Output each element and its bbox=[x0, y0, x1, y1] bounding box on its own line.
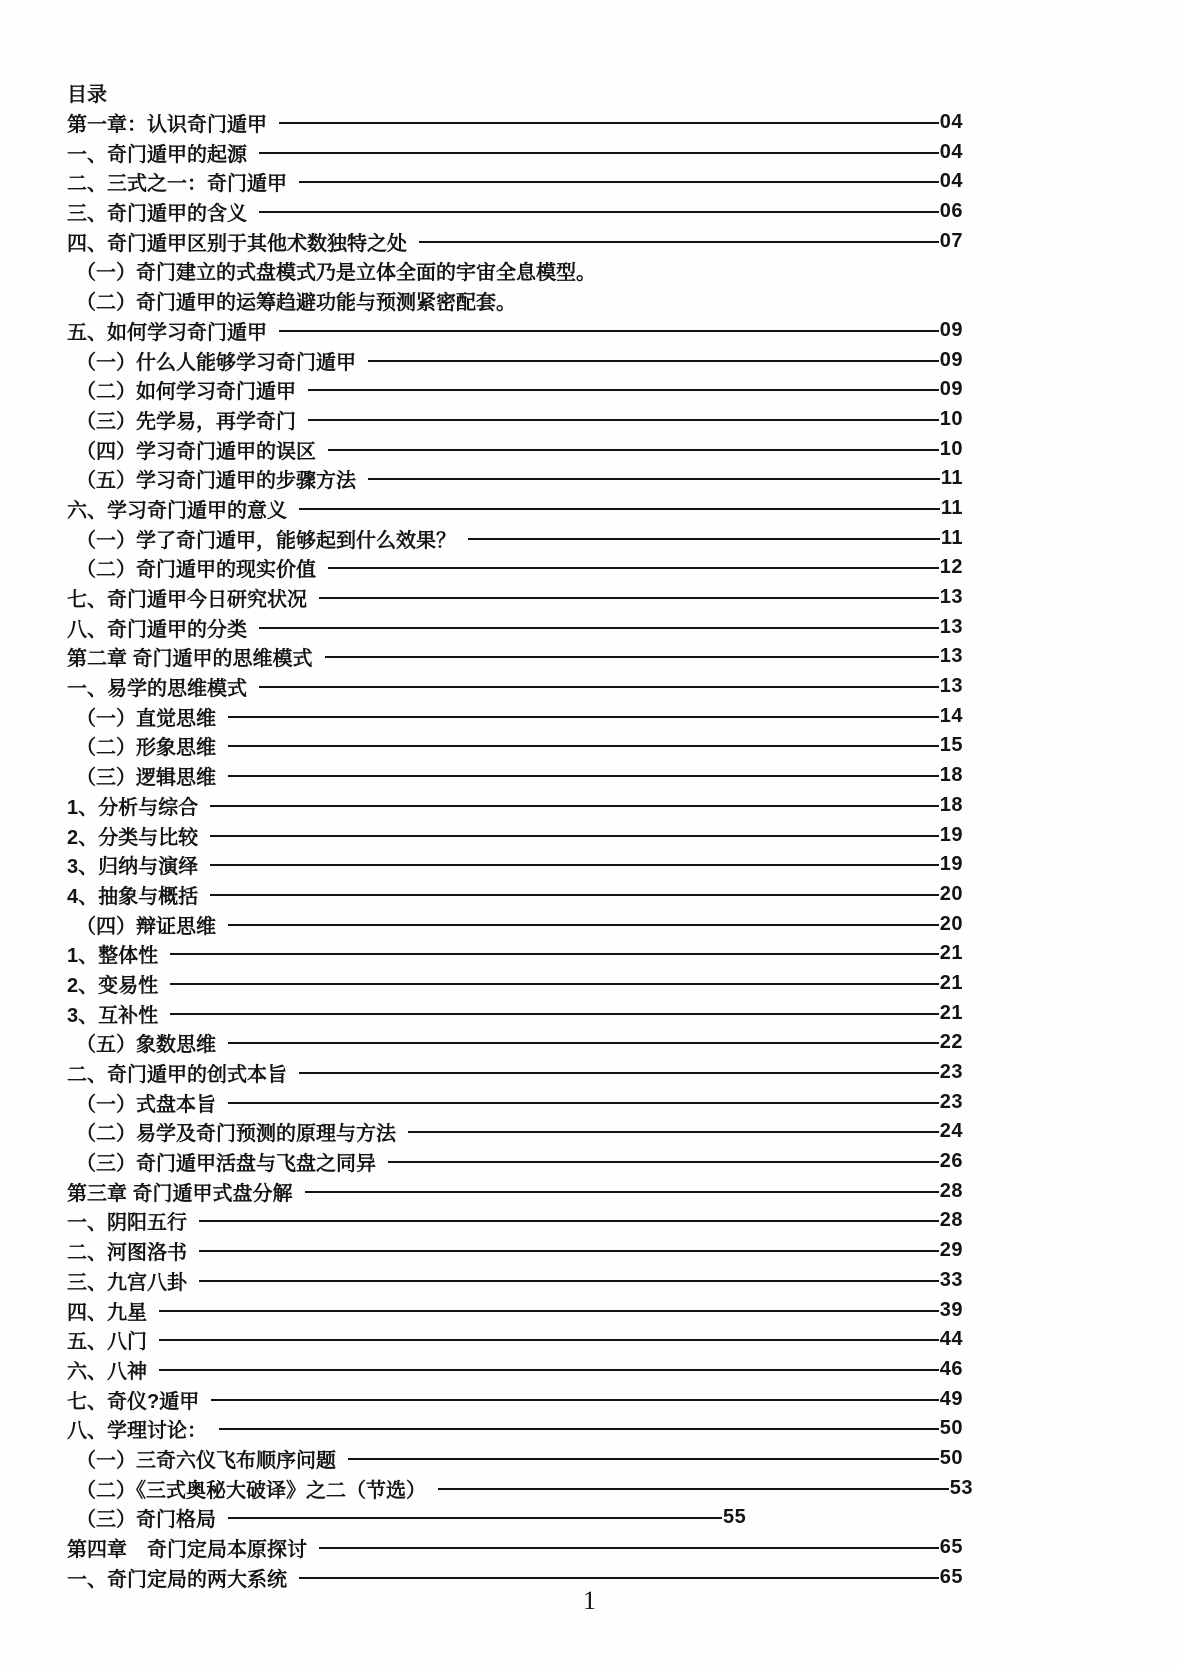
toc-entry-label: （五）象数思维 bbox=[76, 1034, 216, 1057]
leader-line bbox=[210, 835, 939, 837]
toc-entry-label: （二）奇门遁甲的现实价值 bbox=[76, 559, 316, 582]
toc-entry-label: 一、易学的思维模式 bbox=[67, 678, 247, 701]
toc-entry bbox=[67, 1414, 963, 1444]
toc-entry-page: 09 bbox=[939, 378, 963, 401]
toc-entry-page: 53 bbox=[949, 1476, 973, 1499]
toc-entry-page: 29 bbox=[939, 1239, 963, 1262]
toc-entry bbox=[67, 523, 963, 553]
toc-entry bbox=[67, 434, 963, 464]
toc-entry bbox=[67, 672, 963, 702]
toc-entry bbox=[67, 1147, 963, 1177]
toc-entry bbox=[67, 880, 963, 910]
leader-line bbox=[299, 1577, 939, 1579]
toc-entry bbox=[67, 909, 963, 939]
leader-line bbox=[388, 1161, 939, 1163]
toc-entry-page: 13 bbox=[939, 615, 963, 638]
toc-entry bbox=[67, 939, 963, 969]
leader-line bbox=[328, 567, 939, 569]
toc-entry-label: （一）直觉思维 bbox=[76, 707, 216, 730]
toc-entry bbox=[67, 612, 963, 642]
toc-entry bbox=[67, 256, 963, 286]
toc-entry bbox=[67, 1176, 963, 1206]
leader-line bbox=[228, 1042, 939, 1044]
toc-entry bbox=[67, 820, 963, 850]
toc-entry-label: 2、分类与比较 bbox=[67, 826, 199, 849]
toc-entry bbox=[67, 969, 963, 999]
leader-line bbox=[170, 983, 939, 985]
leader-line bbox=[348, 1458, 939, 1460]
toc-entry-label: （三）逻辑思维 bbox=[76, 767, 216, 790]
toc-entry-page: 46 bbox=[939, 1357, 963, 1380]
toc-entry-page: 39 bbox=[939, 1298, 963, 1321]
leader-line bbox=[259, 686, 939, 688]
leader-line bbox=[228, 775, 939, 777]
toc-entry-page: 44 bbox=[939, 1328, 963, 1351]
leader-line bbox=[299, 1072, 939, 1074]
toc-entry-label: （四）学习奇门遁甲的误区 bbox=[76, 440, 316, 463]
toc-entry-page: 22 bbox=[939, 1031, 963, 1054]
toc-entry bbox=[67, 197, 963, 227]
leader-line bbox=[328, 449, 939, 451]
toc-entry-page: 20 bbox=[939, 882, 963, 905]
leader-line bbox=[228, 716, 939, 718]
leader-line bbox=[210, 864, 939, 866]
toc-entry-label: 4、抽象与概括 bbox=[67, 885, 199, 908]
leader-line bbox=[199, 1250, 939, 1252]
toc-entry-label: 三、九宫八卦 bbox=[67, 1271, 187, 1294]
toc-entry-label: （二）《三式奥秘大破译》之二（节选） bbox=[76, 1479, 426, 1502]
toc-entry-label: 一、阴阳五行 bbox=[67, 1212, 187, 1235]
toc-entry bbox=[67, 1384, 963, 1414]
toc-entry bbox=[67, 1444, 963, 1474]
leader-line bbox=[319, 597, 939, 599]
leader-line bbox=[259, 152, 939, 154]
toc-entry-page: 06 bbox=[939, 200, 963, 223]
toc-entry-label: 五、如何学习奇门遁甲 bbox=[67, 321, 267, 344]
toc-entry bbox=[67, 1117, 963, 1147]
toc-entry-page: 23 bbox=[939, 1090, 963, 1113]
leader-line bbox=[368, 360, 939, 362]
toc-entry-label: （二）奇门遁甲的运筹趋避功能与预测紧密配套。 bbox=[76, 292, 516, 315]
toc-entry-page: 23 bbox=[939, 1061, 963, 1084]
toc-entry bbox=[67, 791, 963, 821]
toc-entry-page: 04 bbox=[939, 140, 963, 163]
toc-entry-page: 28 bbox=[939, 1209, 963, 1232]
toc-entry-page: 07 bbox=[939, 229, 963, 252]
toc-entry bbox=[67, 345, 963, 375]
toc-entry bbox=[67, 761, 963, 791]
toc-entry-page: 14 bbox=[939, 704, 963, 727]
toc-entry-page: 09 bbox=[939, 318, 963, 341]
toc-entry-label: 二、三式之一：奇门遁甲 bbox=[67, 173, 287, 196]
page-footer bbox=[0, 1586, 1179, 1616]
toc-entry-label: （三）奇门遁甲活盘与飞盘之同异 bbox=[76, 1153, 376, 1176]
toc-entry bbox=[67, 1503, 963, 1533]
toc-entry bbox=[67, 1206, 963, 1236]
toc-entry-label: （四）辩证思维 bbox=[76, 915, 216, 938]
toc-entry bbox=[67, 998, 963, 1028]
toc-entry-label: （一）什么人能够学习奇门遁甲 bbox=[76, 351, 356, 374]
leader-line bbox=[305, 1191, 939, 1193]
toc-entry bbox=[67, 137, 963, 167]
leader-line bbox=[228, 1517, 722, 1519]
toc-entry-label: 五、八门 bbox=[67, 1331, 147, 1354]
leader-line bbox=[170, 1013, 939, 1015]
toc-entry bbox=[67, 1266, 963, 1296]
leader-line bbox=[408, 1131, 939, 1133]
leader-line bbox=[170, 953, 939, 955]
toc-entry-label: 1、分析与综合 bbox=[67, 796, 199, 819]
toc-entry-label: 3、归纳与演绎 bbox=[67, 856, 199, 879]
toc-entry-label: （二）如何学习奇门遁甲 bbox=[76, 381, 296, 404]
toc-entry-label: 第四章 奇门定局本原探讨 bbox=[67, 1539, 307, 1562]
toc-entry-page: 13 bbox=[939, 675, 963, 698]
leader-line bbox=[279, 122, 939, 124]
toc-entry-label: 二、奇门遁甲的创式本旨 bbox=[67, 1064, 287, 1087]
toc-entry bbox=[67, 78, 963, 108]
toc-entry-page: 50 bbox=[939, 1446, 963, 1469]
toc-entry-label: 八、奇门遁甲的分类 bbox=[67, 618, 247, 641]
toc-entry bbox=[67, 494, 963, 524]
leader-line bbox=[199, 1220, 939, 1222]
toc-entry bbox=[67, 731, 963, 761]
toc-entry-label: 八、学理讨论： bbox=[67, 1420, 207, 1443]
toc-entry-label: 六、八神 bbox=[67, 1360, 147, 1383]
toc-entry-page: 10 bbox=[939, 437, 963, 460]
toc-entry-page: 04 bbox=[939, 111, 963, 134]
leader-line bbox=[199, 1280, 939, 1282]
leader-line bbox=[368, 478, 940, 480]
leader-line bbox=[159, 1310, 939, 1312]
toc-entry-page: 19 bbox=[939, 823, 963, 846]
leader-line bbox=[228, 745, 939, 747]
leader-line bbox=[259, 211, 939, 213]
toc-entry bbox=[67, 286, 963, 316]
toc-entry bbox=[67, 1533, 963, 1563]
toc-entry-page: 20 bbox=[939, 912, 963, 935]
toc-entry-label: 六、学习奇门遁甲的意义 bbox=[67, 499, 287, 522]
toc-entry bbox=[67, 553, 963, 583]
leader-line bbox=[259, 627, 939, 629]
toc-entry-label: 一、奇门遁甲的起源 bbox=[67, 143, 247, 166]
toc-entry-page: 12 bbox=[939, 556, 963, 579]
leader-line bbox=[308, 389, 939, 391]
toc-entry bbox=[67, 583, 963, 613]
toc-entry bbox=[67, 642, 963, 672]
toc-entry-page: 55 bbox=[723, 1506, 747, 1529]
toc-entry-label: 第三章 奇门遁甲式盘分解 bbox=[67, 1182, 293, 1205]
toc-entry bbox=[67, 375, 963, 405]
toc-entry-label: 目录 bbox=[67, 84, 107, 107]
toc-entry-label: （一）学了奇门遁甲，能够起到什么效果？ bbox=[76, 529, 456, 552]
toc-entry bbox=[67, 405, 963, 435]
leader-line bbox=[210, 805, 939, 807]
toc-entry-page: 04 bbox=[939, 170, 963, 193]
toc-entry-label: （二）形象思维 bbox=[76, 737, 216, 760]
leader-line bbox=[159, 1339, 939, 1341]
toc-entry-page: 49 bbox=[939, 1387, 963, 1410]
leader-line bbox=[228, 1102, 939, 1104]
toc-entry-page: 28 bbox=[939, 1179, 963, 1202]
toc-entry bbox=[67, 1325, 963, 1355]
toc-entry bbox=[67, 1295, 963, 1325]
toc-entry bbox=[67, 850, 963, 880]
leader-line bbox=[279, 330, 939, 332]
toc-entry-page: 10 bbox=[939, 407, 963, 430]
toc-entry-label: 3、互补性 bbox=[67, 1004, 159, 1027]
toc-entry-page: 65 bbox=[939, 1536, 963, 1559]
leader-line bbox=[325, 656, 939, 658]
toc-entry-label: 一、奇门定局的两大系统 bbox=[67, 1568, 287, 1591]
toc-entry-label: 二、河图洛书 bbox=[67, 1242, 187, 1265]
toc-entry bbox=[67, 1028, 963, 1058]
toc-entry-label: （三）奇门格局 bbox=[76, 1509, 216, 1532]
leader-line bbox=[299, 181, 939, 183]
toc-entry-label: 七、奇仪?遁甲 bbox=[67, 1390, 200, 1413]
leader-line bbox=[299, 508, 940, 510]
toc-entry-page: 13 bbox=[939, 645, 963, 668]
toc-entry-page: 33 bbox=[939, 1268, 963, 1291]
toc-entry bbox=[67, 108, 963, 138]
toc-entry-label: 2、变易性 bbox=[67, 974, 159, 997]
toc-entry bbox=[67, 1087, 963, 1117]
toc-entry-page: 21 bbox=[939, 942, 963, 965]
leader-line bbox=[419, 241, 939, 243]
toc-entry-label: 三、奇门遁甲的含义 bbox=[67, 203, 247, 226]
leader-line bbox=[438, 1488, 949, 1490]
toc-entry-page: 50 bbox=[939, 1417, 963, 1440]
toc-entry-page: 21 bbox=[939, 1001, 963, 1024]
toc-entry-page: 18 bbox=[939, 793, 963, 816]
toc-entry bbox=[67, 1058, 963, 1088]
toc-entry bbox=[67, 1473, 973, 1503]
toc-list bbox=[67, 78, 973, 1592]
toc-entry bbox=[67, 167, 963, 197]
toc-entry-label: 第一章：认识奇门遁甲 bbox=[67, 114, 267, 137]
toc-entry bbox=[67, 1355, 963, 1385]
toc-entry-page: 11 bbox=[940, 467, 963, 490]
toc-entry-label: 第二章 奇门遁甲的思维模式 bbox=[67, 648, 313, 671]
leader-line bbox=[468, 538, 940, 540]
toc-entry-page: 24 bbox=[939, 1120, 963, 1143]
toc-entry-page: 13 bbox=[939, 586, 963, 609]
toc-entry-label: （二）易学及奇门预测的原理与方法 bbox=[76, 1123, 396, 1146]
toc-entry-label: （一）三奇六仪飞布顺序问题 bbox=[76, 1449, 336, 1472]
toc-entry-label: 七、奇门遁甲今日研究状况 bbox=[67, 589, 307, 612]
toc-entry-page: 15 bbox=[939, 734, 963, 757]
toc-entry bbox=[67, 1236, 963, 1266]
leader-line bbox=[319, 1547, 939, 1549]
toc-entry-page: 09 bbox=[939, 348, 963, 371]
leader-line bbox=[210, 894, 939, 896]
leader-line bbox=[228, 924, 939, 926]
toc-entry-label: （一）奇门建立的式盘模式乃是立体全面的宇宙全息模型。 bbox=[76, 262, 596, 285]
leader-line bbox=[211, 1399, 939, 1401]
toc-entry-page: 11 bbox=[940, 496, 963, 519]
toc-entry-label: （三）先学易，再学奇门 bbox=[76, 410, 296, 433]
toc-entry-label: （五）学习奇门遁甲的步骤方法 bbox=[76, 470, 356, 493]
toc-entry bbox=[67, 226, 963, 256]
leader-line bbox=[308, 419, 939, 421]
toc-entry-page: 18 bbox=[939, 764, 963, 787]
toc-entry bbox=[67, 701, 963, 731]
toc-entry-label: 1、整体性 bbox=[67, 945, 159, 968]
toc-entry-label: 四、九星 bbox=[67, 1301, 147, 1324]
toc-entry bbox=[67, 464, 963, 494]
toc-entry-label: （一）式盘本旨 bbox=[76, 1093, 216, 1116]
toc-entry-page: 26 bbox=[939, 1150, 963, 1173]
leader-line bbox=[219, 1428, 939, 1430]
page-number: 1 bbox=[583, 1586, 596, 1615]
toc-entry-label: 四、奇门遁甲区别于其他术数独特之处 bbox=[67, 232, 407, 255]
toc-entry-page: 65 bbox=[939, 1565, 963, 1588]
toc-entry-page: 11 bbox=[940, 526, 963, 549]
leader-line bbox=[159, 1369, 939, 1371]
toc-entry bbox=[67, 316, 963, 346]
toc-entry-page: 19 bbox=[939, 853, 963, 876]
toc-entry-page: 21 bbox=[939, 971, 963, 994]
